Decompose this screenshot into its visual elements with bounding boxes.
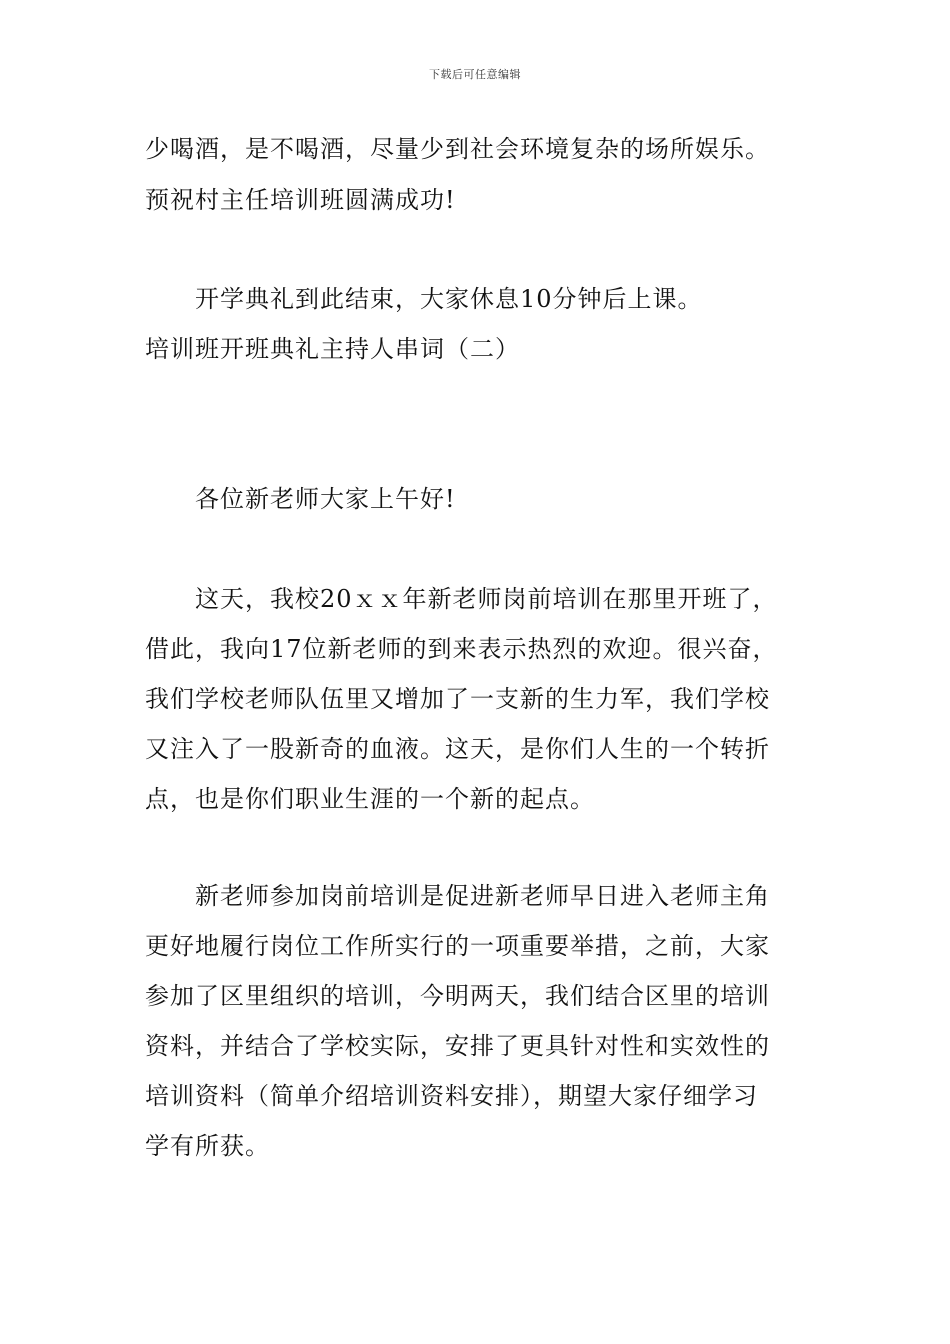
section-heading: 培训班开班典礼主持人串词（二）: [145, 335, 520, 363]
body-text-line: 新老师参加岗前培训是促进新老师早日进入老师主角: [195, 882, 770, 910]
body-text-line: 又注入了一股新奇的血液。这天，是你们人生的一个转折: [145, 735, 770, 763]
body-text-line: 开学典礼到此结束，大家休息10分钟后上课。: [195, 285, 703, 313]
body-text-line: 点，也是你们职业生涯的一个新的起点。: [145, 785, 595, 813]
body-text-line: 这天，我校20ｘｘ年新老师岗前培训在那里开班了，: [195, 585, 778, 613]
page-header-note: 下载后可任意编辑: [429, 68, 521, 81]
body-text-line: 借此，我向17位新老师的到来表示热烈的欢迎。很兴奋，: [145, 635, 778, 663]
body-text-line: 我们学校老师队伍里又增加了一支新的生力军，我们学校: [145, 685, 770, 713]
greeting-line: 各位新老师大家上午好!: [195, 485, 456, 513]
body-text-line: 预祝村主任培训班圆满成功!: [145, 186, 456, 214]
body-text-line: 更好地履行岗位工作所实行的一项重要举措，之前，大家: [145, 932, 770, 960]
body-text-line: 培训资料（简单介绍培训资料安排），期望大家仔细学习: [145, 1082, 758, 1110]
body-text-line: 参加了区里组织的培训，今明两天，我们结合区里的培训: [145, 982, 770, 1010]
body-text-line: 学有所获。: [145, 1132, 270, 1160]
body-text-line: 资料，并结合了学校实际，安排了更具针对性和实效性的: [145, 1032, 770, 1060]
body-text-line: 少喝酒，是不喝酒，尽量少到社会环境复杂的场所娱乐。: [145, 135, 770, 163]
